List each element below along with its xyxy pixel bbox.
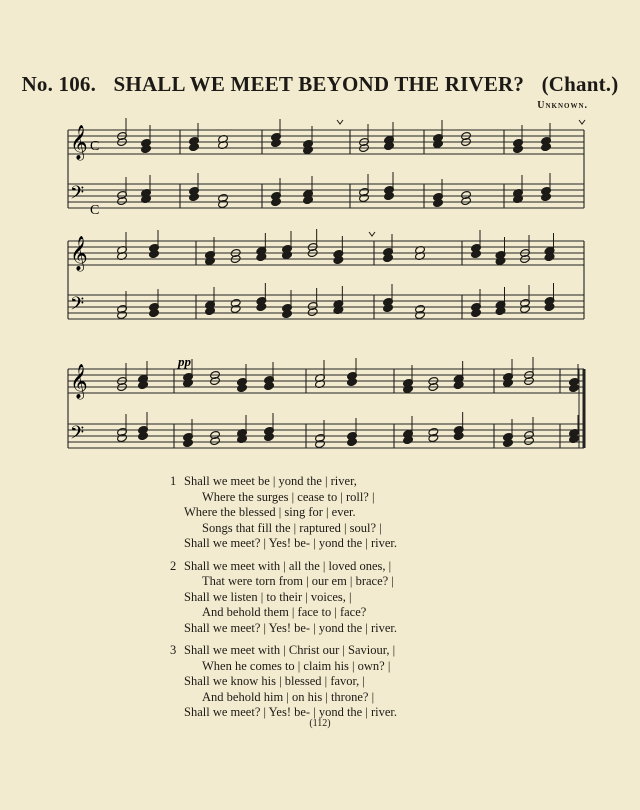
staff-lines	[68, 130, 584, 448]
verse-number: 3	[170, 643, 177, 657]
verse-line: Songs that fill the | raptured | soul? |	[202, 520, 382, 535]
bass-clef-icon: 𝄢	[70, 294, 85, 319]
time-signature-treble: C	[90, 139, 100, 154]
verse-1	[170, 474, 500, 552]
verse-3	[170, 643, 500, 721]
dynamic-marking: pp	[178, 354, 191, 369]
bar-lines	[68, 130, 584, 448]
verse-line: When he comes to | claim his | own? |	[202, 658, 391, 673]
accent-mark	[337, 120, 343, 124]
verse-line: Shall we meet? | Yes! be- | yond the | river.	[184, 620, 398, 635]
verse-line: 2 Shall we meet with | all the | loved ones, |	[170, 558, 392, 573]
verse-2	[170, 559, 500, 637]
composer-credit: Unknown.	[537, 100, 588, 111]
verse-line: Where the blessed | sing for | ever.	[184, 505, 356, 519]
treble-clef-icon: 𝄞	[70, 364, 88, 399]
verse-line: And behold him | on his | throne? |	[202, 689, 375, 704]
verse-line: 3 Shall we meet with | Christ our | Saviour, |	[170, 643, 396, 657]
verse-line: Shall we know his | blessed | favor, |	[184, 674, 365, 688]
treble-clef-icon: 𝄞	[70, 125, 88, 160]
verse-line: Where the surges | cease to | roll? |	[202, 489, 375, 504]
time-signature-bass: C	[90, 203, 100, 218]
accent-mark	[579, 120, 585, 124]
bass-clef-icon: 𝄢	[70, 423, 85, 448]
page-number: (112)	[309, 718, 331, 729]
bass-clef-icon: 𝄢	[70, 183, 85, 208]
verse-line: Shall we listen | to their | voices, |	[184, 589, 352, 604]
verse-number: 2	[170, 558, 177, 573]
accent-mark	[369, 232, 375, 236]
notes	[117, 118, 585, 449]
verse-line: And behold them | face to | face?	[202, 605, 367, 619]
verse-line: 1 Shall we meet be | yond the | river,	[170, 474, 357, 488]
verse-number: 1	[170, 474, 177, 488]
hymn-name: SHALL WE MEET BEYOND THE RIVER?	[113, 72, 525, 96]
verses	[170, 474, 500, 728]
hymn-subtitle: (Chant.)	[541, 72, 619, 96]
verse-line: That were torn from | our em | brace? |	[202, 574, 394, 588]
treble-clef-icon: 𝄞	[70, 236, 88, 271]
hymn-number: No. 106.	[21, 72, 97, 96]
verse-line: Shall we meet? | Yes! be- | yond the | river.	[184, 705, 398, 719]
verse-line: Shall we meet? | Yes! be- | yond the | river.	[184, 536, 398, 550]
clefs	[70, 125, 88, 448]
